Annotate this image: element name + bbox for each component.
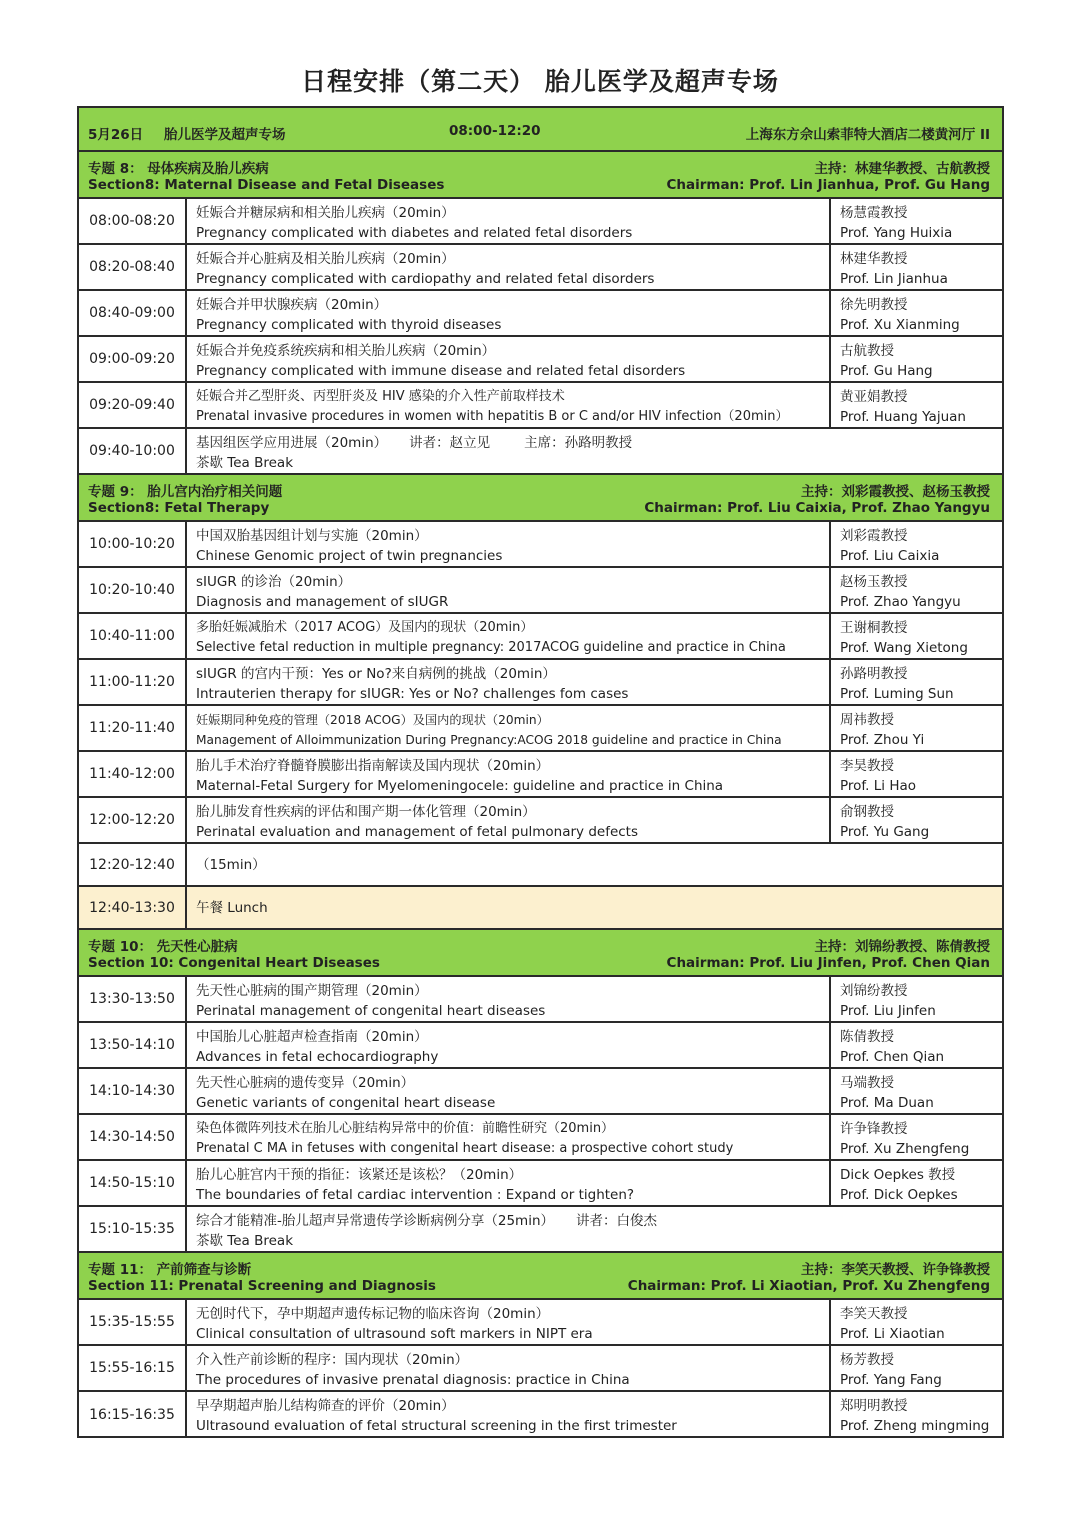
speaker-cn: 李笑天教授 [840,1306,908,1322]
speaker-en: Prof. Yu Gang [840,824,930,840]
table-row-break [79,1207,1002,1253]
section-title-en: Section8: Maternal Disease and Fetal Diseases [88,177,445,193]
table-row-short [79,844,1002,887]
table-row [79,1115,1002,1161]
section-title-cn: 专题 10： 先天性心脏病 [88,939,238,955]
row-time: 08:00-08:20 [79,199,187,243]
topic-cn: 无创时代下，孕中期超声遗传标记物的临床咨询（20min） [196,1306,550,1322]
day-date: 5月26日 [88,127,144,143]
topic-cn: 基因组医学应用进展（20min） [196,435,388,451]
topic-en: Perinatal management of congenital heart diseases [196,1003,546,1019]
row-time: 10:40-11:00 [79,614,187,658]
row-topic [187,977,829,1021]
speaker-en: Prof. Liu Caixia [840,548,940,564]
section-chair-en: Chairman: Prof. Li Xiaotian, Prof. Xu Zhengfeng [627,1278,990,1294]
row-speaker [829,337,1002,381]
row-speaker [829,1161,1002,1205]
topic-cn: 多胎妊娠减胎术（2017 ACOG）及国内的现状（20min） [196,620,534,635]
topic-cn: 综合才能精准-胎儿超声异常遗传学诊断病例分享（25min） [196,1213,555,1229]
section-chair-cn: 主持：刘彩霞教授、赵杨玉教授 [801,484,990,500]
day-header [79,108,1002,152]
topic-cn: 胎儿心脏宫内干预的指征：该紧还是该松？（20min） [196,1167,523,1183]
row-speaker [829,245,1002,289]
speaker-cn: 黄亚娟教授 [840,389,908,405]
topic-en: Pregnancy complicated with immune disease and related fetal disorders [196,363,686,379]
topic-en: Pregnancy complicated with thyroid diseases [196,317,502,333]
topic-cn: 中国胎儿心脏超声检查指南（20min） [196,1029,428,1045]
topic-en: Ultrasound evaluation of fetal structural screening in the first trimester [196,1418,677,1434]
row-time: 16:15-16:35 [79,1392,187,1438]
row-time: 11:40-12:00 [79,752,187,796]
speaker-cn: 古航教授 [840,343,894,359]
speaker-cn: 陈倩教授 [840,1029,894,1045]
row-time: 11:00-11:20 [79,660,187,704]
topic-cn: 胎儿手术治疗脊髓脊膜膨出指南解读及国内现状（20min） [196,758,550,774]
topic-en: Chinese Genomic project of twin pregnancies [196,548,503,564]
topic-cn: sIUGR 的宫内干预：Yes or No?来自病例的挑战（20min） [196,666,556,682]
row-topic [187,429,1002,473]
speaker-cn: 王谢桐教授 [840,620,908,636]
row-topic [187,1023,829,1067]
table-row [79,1392,1002,1438]
lunch-label: 午餐 Lunch [196,899,268,916]
speaker-cn: 马端教授 [840,1075,894,1091]
speaker-en: Prof. Zheng mingming [840,1418,990,1434]
table-row [79,199,1002,245]
row-time: 09:40-10:00 [79,429,187,473]
speaker-cn: 刘锦纷教授 [840,983,908,999]
table-row [79,660,1002,706]
table-row [79,291,1002,337]
speaker-en: Prof. Xu Zhengfeng [840,1141,970,1157]
topic-en: The procedures of invasive prenatal diagnosis: practice in China [196,1372,630,1388]
row-topic [187,752,829,796]
topic-cn: 妊娠期同种免疫的管理（2018 ACOG）及国内的现状（20min） [196,713,549,727]
table-row [79,614,1002,660]
speaker-en: Prof. Li Xiaotian [840,1326,945,1342]
topic-en: Management of Alloimmunization During Pregnancy:ACOG 2018 guideline and practice in China [196,733,782,747]
section-10-header [79,930,1002,977]
speaker-cn: Dick Oepkes 教授 [840,1167,956,1183]
row-time: 12:20-12:40 [79,844,187,885]
table-row [79,245,1002,291]
speaker-cn: 赵杨玉教授 [840,574,908,590]
talk-speaker: 讲者：赵立见 [409,435,491,451]
row-topic: （15min） [196,856,266,873]
speaker-en: Prof. Chen Qian [840,1049,945,1065]
topic-cn: 妊娠合并乙型肝炎、丙型肝炎及 HIV 感染的介入性产前取样技术 [196,389,565,404]
row-topic [187,1161,829,1205]
talk-speaker: 讲者：白俊杰 [576,1213,658,1229]
topic-en: Diagnosis and management of sIUGR [196,594,449,610]
table-row [79,522,1002,568]
table-row [79,568,1002,614]
topic-en: Genetic variants of congenital heart disease [196,1095,496,1111]
speaker-en: Prof. Yang Fang [840,1372,942,1388]
row-time: 08:40-09:00 [79,291,187,335]
speaker-en: Prof. Wang Xietong [840,640,968,656]
row-speaker [829,977,1002,1021]
row-speaker [829,752,1002,796]
row-speaker [829,660,1002,704]
speaker-cn: 周祎教授 [840,712,894,728]
row-speaker [829,706,1002,750]
row-topic [187,660,829,704]
topic-en: Selective fetal reduction in multiple pregnancy: 2017ACOG guideline and practice in China [196,640,786,655]
row-time: 14:10-14:30 [79,1069,187,1113]
topic-en: The boundaries of fetal cardiac intervention : Expand or tighten? [196,1187,635,1203]
tea-break: 茶歇 Tea Break [196,1233,294,1249]
speaker-en: Prof. Li Hao [840,778,917,794]
topic-en: Perinatal evaluation and management of fetal pulmonary defects [196,824,639,840]
topic-en: Intrauterien therapy for sIUGR: Yes or No? challenges fom cases [196,686,629,702]
tea-break: 茶歇 Tea Break [196,455,294,471]
row-time: 13:30-13:50 [79,977,187,1021]
speaker-cn: 刘彩霞教授 [840,528,908,544]
row-topic [187,1346,829,1390]
table-row [79,1069,1002,1115]
row-speaker [829,614,1002,658]
row-topic [187,568,829,612]
topic-cn: 妊娠合并免疫系统疾病和相关胎儿疾病（20min） [196,343,496,359]
speaker-en: Prof. Zhao Yangyu [840,594,961,610]
row-time: 15:10-15:35 [79,1207,187,1251]
section-chair-cn: 主持：刘锦纷教授、陈倩教授 [814,939,990,955]
speaker-cn: 李昊教授 [840,758,894,774]
speaker-en: Prof. Huang Yajuan [840,409,966,425]
topic-cn: 先天性心脏病的围产期管理（20min） [196,983,428,999]
speaker-cn: 杨慧霞教授 [840,205,908,221]
topic-en: Pregnancy complicated with diabetes and related fetal disorders [196,225,633,241]
speaker-en: Prof. Lin Jianhua [840,271,948,287]
row-speaker [829,383,1002,427]
topic-cn: 妊娠合并糖尿病和相关胎儿疾病（20min） [196,205,455,221]
day-session: 胎儿医学及超声专场 [164,127,286,143]
speaker-cn: 郑明明教授 [840,1398,908,1414]
row-time: 08:20-08:40 [79,245,187,289]
table-row [79,383,1002,429]
speaker-cn: 林建华教授 [840,251,908,267]
row-topic [187,1115,829,1159]
row-speaker [829,568,1002,612]
table-row [79,977,1002,1023]
topic-cn: 介入性产前诊断的程序：国内现状（20min） [196,1352,469,1368]
speaker-en: Prof. Yang Huixia [840,225,953,241]
day-time: 08:00-12:20 [449,123,541,139]
section-chair-en: Chairman: Prof. Lin Jianhua, Prof. Gu Hang [666,177,990,193]
table-row [79,706,1002,752]
topic-cn: 妊娠合并甲状腺疾病（20min） [196,297,388,313]
speaker-en: Prof. Gu Hang [840,363,933,379]
row-topic [187,245,829,289]
speaker-en: Prof. Liu Jinfen [840,1003,936,1019]
row-topic [187,383,829,427]
speaker-cn: 杨芳教授 [840,1352,894,1368]
row-speaker [829,522,1002,566]
speaker-cn: 俞钢教授 [840,804,894,820]
speaker-cn: 许争锋教授 [840,1121,908,1137]
topic-cn: sIUGR 的诊治（20min） [196,574,352,590]
row-time: 10:00-10:20 [79,522,187,566]
row-time: 10:20-10:40 [79,568,187,612]
section-chair-cn: 主持：林建华教授、古航教授 [814,161,990,177]
row-time: 12:00-12:20 [79,798,187,842]
speaker-cn: 孙路明教授 [840,666,908,682]
row-speaker [829,1346,1002,1390]
row-speaker [829,1300,1002,1344]
topic-en: Maternal-Fetal Surgery for Myelomeningocele: guideline and practice in China [196,778,724,794]
row-topic [187,291,829,335]
lunch-row [79,887,1002,930]
section-11-header [79,1253,1002,1300]
section-chair-en: Chairman: Prof. Liu Caixia, Prof. Zhao Yangyu [644,500,990,516]
topic-en: Advances in fetal echocardiography [196,1049,439,1065]
topic-en: Prenatal C MA in fetuses with congenital heart disease: a prospective cohort study [196,1141,734,1156]
table-row [79,1023,1002,1069]
speaker-en: Prof. Luming Sun [840,686,954,702]
section-title-en: Section 11: Prenatal Screening and Diagnosis [88,1278,436,1294]
row-time: 12:40-13:30 [79,887,187,928]
table-row [79,337,1002,383]
schedule-table [77,106,1004,1438]
row-time: 09:00-09:20 [79,337,187,381]
section-title-cn: 专题 9： 胎儿宫内治疗相关问题 [88,484,283,500]
table-row [79,752,1002,798]
speaker-en: Prof. Xu Xianming [840,317,960,333]
section-8-header [79,152,1002,199]
section-title-en: Section 10: Congenital Heart Diseases [88,955,380,971]
row-topic [187,1207,1002,1251]
day-venue: 上海东方佘山索菲特大酒店二楼黄河厅 II [745,127,990,143]
row-topic [187,614,829,658]
speaker-en: Prof. Zhou Yi [840,732,925,748]
row-time: 11:20-11:40 [79,706,187,750]
row-topic [187,1069,829,1113]
section-title-cn: 专题 11： 产前筛查与诊断 [88,1262,252,1278]
table-row [79,1300,1002,1346]
row-time: 14:30-14:50 [79,1115,187,1159]
row-topic [187,1300,829,1344]
row-topic [187,706,829,750]
section-title-cn: 专题 8： 母体疾病及胎儿疾病 [88,161,269,177]
row-time: 09:20-09:40 [79,383,187,427]
topic-cn: 中国双胎基因组计划与实施（20min） [196,528,428,544]
row-speaker [829,1392,1002,1438]
topic-cn: 早孕期超声胎儿结构筛查的评价（20min） [196,1398,455,1414]
row-speaker [829,1023,1002,1067]
speaker-cn: 徐先明教授 [840,297,908,313]
section-9-header [79,475,1002,522]
row-speaker [829,1115,1002,1159]
speaker-en: Prof. Ma Duan [840,1095,934,1111]
row-speaker [829,199,1002,243]
section-chair-en: Chairman: Prof. Liu Jinfen, Prof. Chen Qian [666,955,990,971]
row-time: 15:55-16:15 [79,1346,187,1390]
page-title: 日程安排（第二天） 胎儿医学及超声专场 [301,67,779,96]
topic-cn: 胎儿肺发育性疾病的评估和围产期一体化管理（20min） [196,804,536,820]
topic-cn: 染色体微阵列技术在胎儿心脏结构异常中的价值：前瞻性研究（20min） [196,1121,615,1136]
row-speaker [829,1069,1002,1113]
topic-en: Prenatal invasive procedures in women with hepatitis B or C and/or HIV infection（20min） [196,409,789,424]
talk-chair: 主席：孙路明教授 [524,435,633,451]
table-row [79,1161,1002,1207]
row-time: 14:50-15:10 [79,1161,187,1205]
row-speaker [829,291,1002,335]
row-topic [187,337,829,381]
speaker-en: Prof. Dick Oepkes [840,1187,958,1203]
row-speaker [829,798,1002,842]
topic-cn: 妊娠合并心脏病及相关胎儿疾病（20min） [196,251,455,267]
row-topic [187,522,829,566]
topic-cn: 先天性心脏病的遗传变异（20min） [196,1075,415,1091]
row-time: 13:50-14:10 [79,1023,187,1067]
section-title-en: Section8: Fetal Therapy [88,500,270,516]
row-topic [187,199,829,243]
table-row-break [79,429,1002,475]
table-row [79,798,1002,844]
row-topic [187,1392,829,1438]
topic-en: Clinical consultation of ultrasound soft markers in NIPT era [196,1326,593,1342]
row-topic [187,798,829,842]
table-row [79,1346,1002,1392]
topic-en: Pregnancy complicated with cardiopathy and related fetal disorders [196,271,655,287]
section-chair-cn: 主持：李笑天教授、许争锋教授 [801,1262,990,1278]
row-time: 15:35-15:55 [79,1300,187,1344]
